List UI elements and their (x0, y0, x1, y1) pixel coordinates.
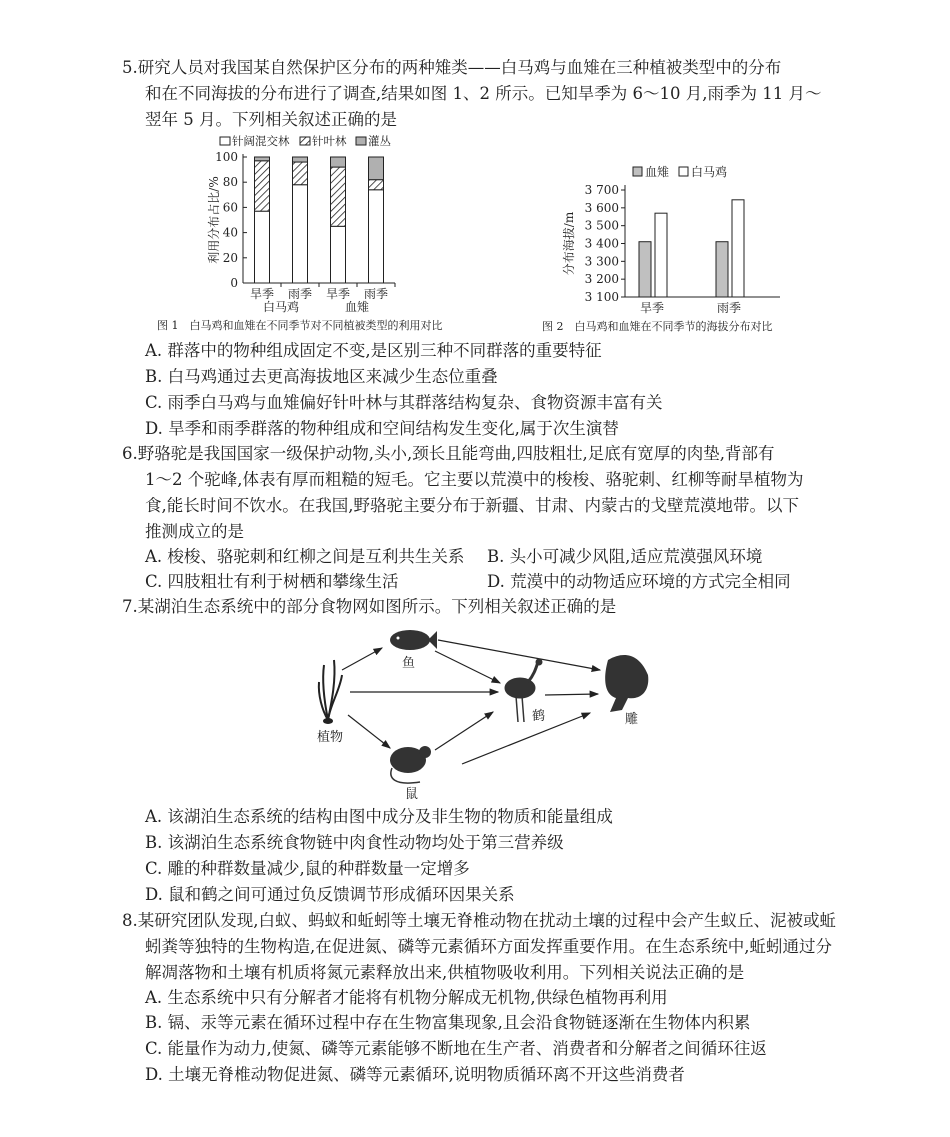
plant-icon (319, 660, 342, 723)
q8-stem-line-2: 蚓粪等独特的生物构造,在促进氮、磷等元素循环方面发挥重要作用。在生态系统中,蚯蚓通过分 (145, 937, 832, 956)
legend-label: 灌丛 (368, 134, 391, 148)
bar-segment (293, 162, 308, 185)
node-label-fish: 鱼 (402, 656, 416, 671)
legend-swatch (679, 167, 688, 176)
y-axis-label: 分布海拔/m (562, 211, 576, 276)
q8-option-a[interactable]: A. 生态系统中只有分解者才能将有机物分解成无机物,供绿色植物再利用 (145, 988, 668, 1007)
bar-segment (255, 157, 270, 161)
q5-stem-line-1: 5.研究人员对我国某自然保护区分布的两种雉类——白马鸡与血雉在三种植被类型中的分布 (122, 58, 782, 77)
node-label-crane: 鹤 (532, 709, 546, 724)
q8-stem-line-3: 解凋落物和土壤有机质将氮元素释放出来,供植物吸收利用。下列相关说法正确的是 (145, 963, 745, 982)
bar (716, 242, 728, 297)
y-tick-label: 100 (215, 150, 238, 164)
q7-option-b[interactable]: B. 该湖泊生态系统食物链中肉食性动物均处于第三营养级 (145, 833, 564, 852)
x-category-label: 旱季 (639, 301, 665, 315)
node-label-eagle: 雕 (625, 712, 639, 727)
bar-segment (369, 157, 384, 180)
y-tick-label: 80 (222, 175, 238, 190)
legend-swatch (356, 137, 366, 145)
q5-option-d[interactable]: D. 旱季和雨季群落的物种组成和空间结构发生变化,属于次生演替 (145, 419, 619, 438)
q6-option-d[interactable]: D. 荒漠中的动物适应环境的方式完全相同 (487, 572, 791, 591)
bar (639, 242, 651, 297)
legend-label: 针阔混交林 (232, 134, 290, 148)
y-tick-label: 3 400 (584, 236, 619, 251)
rat-icon (390, 746, 431, 783)
y-tick-label: 3 600 (584, 200, 619, 215)
q8-option-c[interactable]: C. 能量作为动力,使氮、磷等元素能够不断地在生产者、消费者和分解者之间循环往返 (145, 1039, 767, 1058)
node-label-rat: 鼠 (405, 787, 419, 800)
q6-stem-line-1: 6.野骆驼是我国国家一级保护动物,头小,颈长且能弯曲,四肢粗壮,足底有宽厚的肉垫,背部有 (122, 444, 775, 463)
figure-1-stacked-bar-chart (150, 130, 490, 340)
x-category-label: 旱季 (249, 287, 275, 301)
q7-option-c[interactable]: C. 雕的种群数量减少,鼠的种群数量一定增多 (145, 859, 470, 878)
y-tick-label: 3 300 (584, 254, 619, 269)
bar-segment (331, 167, 346, 226)
q5-option-b[interactable]: B. 白马鸡通过去更高海拔地区来减少生态位重叠 (145, 367, 498, 386)
y-tick-label: 40 (222, 225, 238, 240)
q5-stem-line-2: 和在不同海拔的分布进行了调查,结果如图 1、2 所示。已知旱季为 6～10 月,雨季为 11 月～ (145, 84, 822, 103)
legend-swatch (220, 137, 230, 145)
q7-option-d[interactable]: D. 鼠和鹤之间可通过负反馈调节形成循环因果关系 (145, 885, 515, 904)
eagle-icon (605, 655, 648, 712)
x-category-label: 雨季 (363, 287, 389, 301)
bar-segment (255, 211, 270, 283)
q6-stem-line-3: 食,能长时间不饮水。在我国,野骆驼主要分布于新疆、甘肃、内蒙古的戈壁荒漠地带。以下 (145, 496, 799, 515)
y-tick-label: 20 (222, 250, 238, 265)
legend-label: 白马鸡 (691, 165, 728, 179)
q8-stem-line-1: 8.某研究团队发现,白蚁、蚂蚁和蚯蚓等土壤无脊椎动物在扰动土壤的过程中会产生蚁丘、泥被或蚯 (122, 911, 836, 930)
bar-segment (293, 157, 308, 162)
bar-segment (369, 180, 384, 190)
x-category-label: 雨季 (716, 301, 742, 315)
bar-segment (331, 157, 346, 167)
q7-stem-line-1: 7.某湖泊生态系统中的部分食物网如图所示。下列相关叙述正确的是 (122, 597, 617, 616)
legend-swatch (633, 167, 642, 176)
q8-option-d[interactable]: D. 土壤无脊椎动物促进氮、磷等元素循环,说明物质循环离不开这些消费者 (145, 1065, 685, 1084)
y-tick-label: 3 700 (584, 183, 619, 197)
q5-option-a[interactable]: A. 群落中的物种组成固定不变,是区别三种不同群落的重要特征 (145, 341, 602, 360)
y-tick-label: 3 100 (584, 290, 619, 304)
fish-icon (390, 630, 437, 650)
x-group-label: 白马鸡 (262, 300, 300, 314)
node-label-plant: 植物 (317, 730, 344, 745)
food-web-arrows (342, 640, 600, 764)
bar-segment (293, 185, 308, 283)
q5-option-c[interactable]: C. 雨季白马鸡与血雉偏好针叶林与其群落结构复杂、食物资源丰富有关 (145, 393, 663, 412)
bar-segment (369, 190, 384, 283)
x-group-label: 血雉 (344, 300, 370, 314)
y-axis-label: 利用分布占比/% (207, 176, 221, 264)
x-category-label: 旱季 (325, 287, 351, 301)
q6-option-c[interactable]: C. 四肢粗壮有利于树栖和攀缘生活 (145, 572, 399, 591)
y-tick-label: 60 (222, 200, 238, 215)
y-tick-label: 0 (230, 276, 238, 290)
figure-2-bar-chart (530, 160, 830, 340)
y-tick-label: 3 200 (584, 272, 619, 287)
food-web-diagram (310, 620, 660, 800)
figure-caption: 图 2 白马鸡和血雉在不同季节的海拔分布对比 (542, 320, 773, 333)
q8-option-b[interactable]: B. 镉、汞等元素在循环过程中存在生物富集现象,且会沿食物链逐渐在生物体内积累 (145, 1013, 751, 1032)
q6-option-a[interactable]: A. 梭梭、骆驼刺和红柳之间是互利共生关系 (145, 547, 465, 566)
q7-option-a[interactable]: A. 该湖泊生态系统的结构由图中成分及非生物的物质和能量组成 (145, 807, 613, 826)
bar-segment (255, 161, 270, 211)
legend-label: 针叶林 (312, 134, 347, 148)
bar (655, 213, 667, 297)
legend-label: 血雉 (645, 165, 670, 179)
q6-stem-line-4: 推测成立的是 (145, 522, 244, 541)
figure-caption: 图 1 白马鸡和血雉在不同季节对不同植被类型的利用对比 (157, 319, 443, 332)
q6-stem-line-2: 1～2 个驼峰,体表有厚而粗糙的短毛。它主要以荒漠中的梭梭、骆驼刺、红柳等耐旱植物为 (145, 470, 804, 489)
bar-segment (331, 226, 346, 283)
q6-option-b[interactable]: B. 头小可减少风阻,适应荒漠强风环境 (487, 547, 763, 566)
x-category-label: 雨季 (287, 287, 313, 301)
q5-stem-line-3: 翌年 5 月。下列相关叙述正确的是 (145, 110, 397, 129)
y-tick-label: 3 500 (584, 218, 619, 233)
legend-swatch (300, 137, 310, 145)
bar (732, 200, 744, 297)
